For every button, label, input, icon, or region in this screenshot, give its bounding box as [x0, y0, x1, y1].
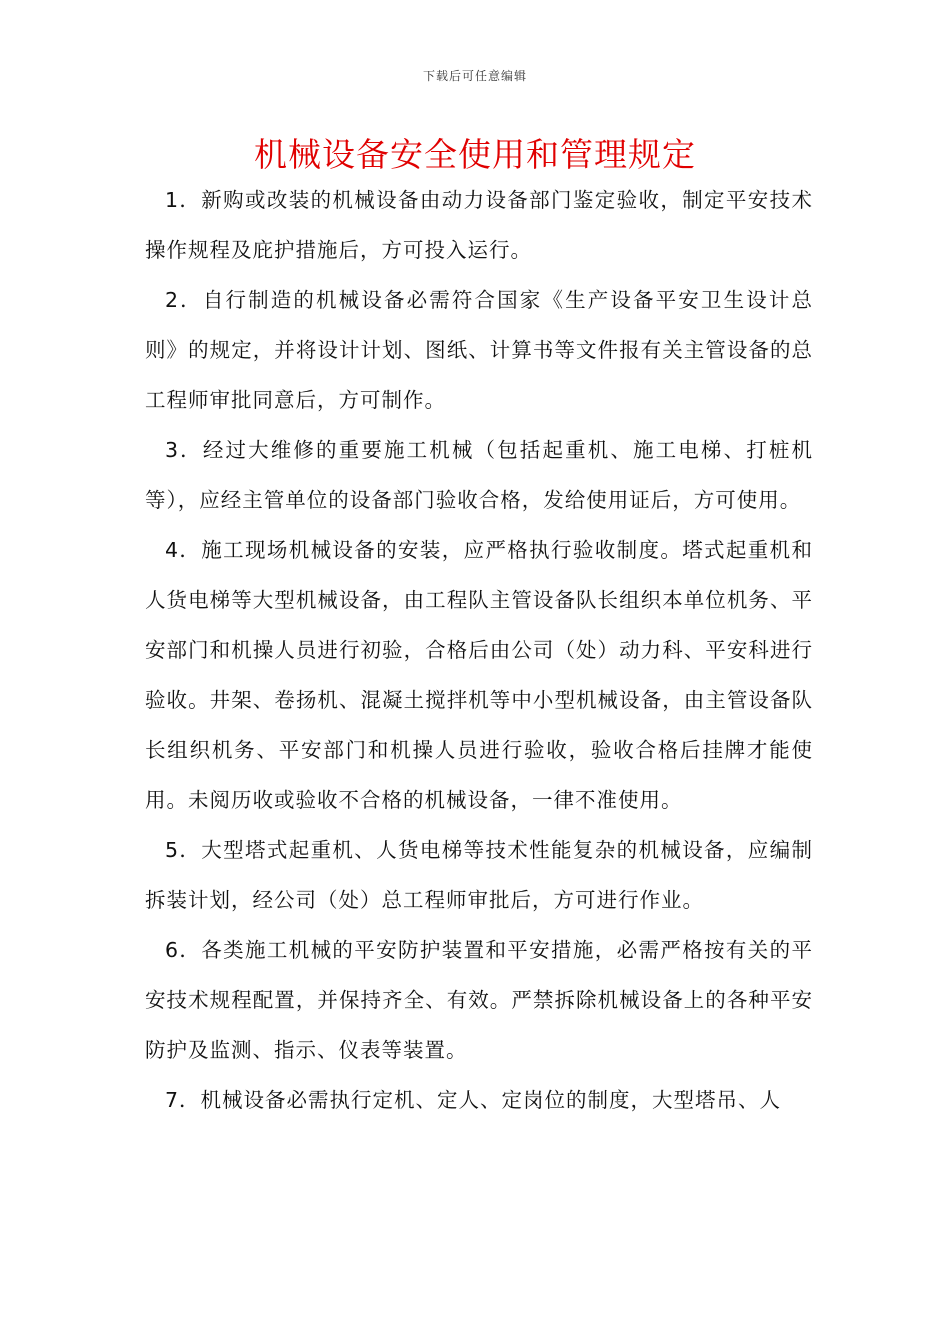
paragraph-3: 3．经过大维修的重要施工机械（包括起重机、施工电梯、打桩机等），应经主管单位的设备部门验收合格，发给使用证后，方可使用。 — [145, 438, 813, 512]
document-title: 机械设备安全使用和管理规定 — [254, 135, 696, 174]
header-note: 下载后可任意编辑 — [422, 69, 527, 83]
paragraph-6: 6．各类施工机械的平安防护装置和平安措施，必需严格按有关的平安技术规程配置，并保持齐全、有效。严禁拆除机械设备上的各种平安防护及监测、指示、仪表等装置。 — [145, 938, 813, 1062]
paragraph-4: 4．施工现场机械设备的安装，应严格执行验收制度。塔式起重机和人货电梯等大型机械设备，由工程队主管设备队长组织本单位机务、平安部门和机操人员进行初验，合格后由公司（处）动力科、平安科进行验收。井架、卷扬机、混凝土搅拌机等中小型机械设备，由主管设备队长组织机务、平安部门和机操人员进行验收，验收合格后挂牌才能使用。未阅历收或验收不合格的机械设备，一律不准使用。 — [145, 538, 813, 812]
document-body — [145, 175, 813, 1125]
paragraph-5: 5．大型塔式起重机、人货电梯等技术性能复杂的机械设备，应编制拆装计划，经公司（处）总工程师审批后，方可进行作业。 — [145, 838, 813, 912]
paragraph-2: 2．自行制造的机械设备必需符合国家《生产设备平安卫生设计总则》的规定，并将设计计划、图纸、计算书等文件报有关主管设备的总工程师审批同意后，方可制作。 — [145, 288, 813, 412]
paragraph-1: 1．新购或改装的机械设备由动力设备部门鉴定验收，制定平安技术操作规程及庇护措施后，方可投入运行。 — [145, 188, 813, 262]
paragraph-7: 7．机械设备必需执行定机、定人、定岗位的制度，大型塔吊、人 — [165, 1088, 782, 1112]
